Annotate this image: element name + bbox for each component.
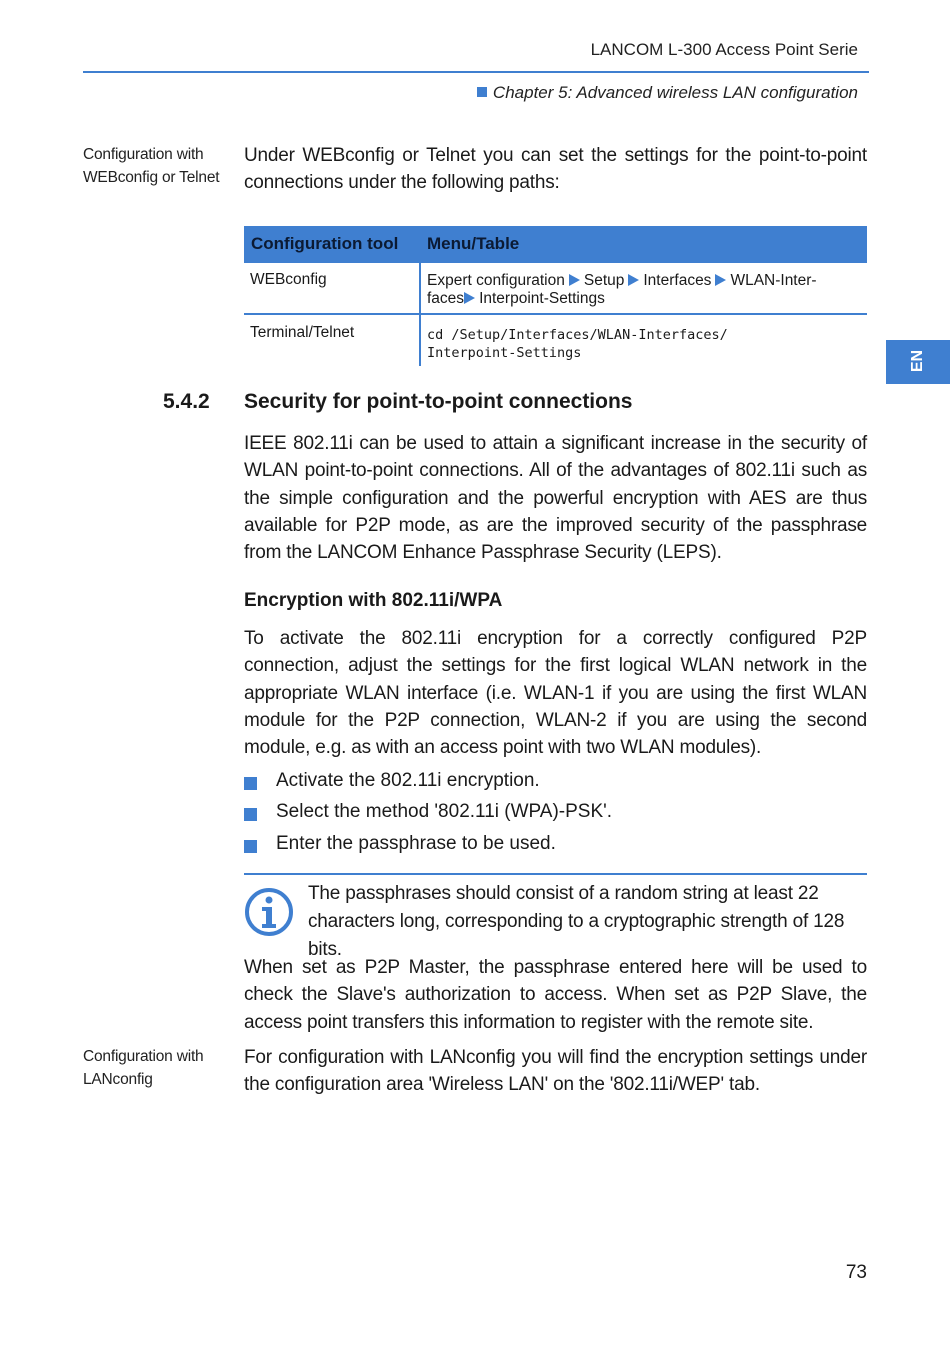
page-number: 73: [845, 1262, 867, 1283]
table-header-menu: Menu/Table: [427, 234, 520, 253]
language-tab: [886, 340, 950, 384]
note-text: The passphrases should consist of a random string at least 22 characters long, corresponding to a cryptographic strength of 128 bits.: [308, 883, 845, 960]
table-header-tool: Configuration tool: [251, 234, 399, 253]
margin-note-line: Configuration with: [83, 1048, 204, 1065]
table-cell-path-webconfig: [427, 272, 867, 308]
chapter-heading: [420, 83, 858, 103]
section-paragraph: IEEE 802.11i can be used to attain a significant increase in the security of WLAN point-to-point connections. All of the advantages of 802.11i such as the simple configuration and the powerful encryption with AES are thus available for P2P mode, as are the improved security of the passphrase from the LANCOM Enhance Passphrase Security (LEPS).: [244, 433, 867, 564]
list-item-text: Select the method '802.11i (WPA)-PSK'.: [276, 801, 613, 822]
header-rule: [83, 71, 869, 73]
language-tab-label: EN: [909, 349, 926, 373]
path-line: cd /Setup/Interfaces/WLAN-Interfaces/: [427, 327, 728, 343]
bullet-square-icon: [244, 808, 257, 821]
bullet-square-icon: [244, 840, 257, 853]
master-slave-paragraph: When set as P2P Master, the passphrase entered here will be used to check the Slave's authorization to access. When set as P2P Slave, the access point transfers this information to register with the remote site.: [244, 957, 867, 1033]
lanconfig-paragraph: For configuration with LANconfig you will find the encryption settings under the configuration area 'Wireless LAN' on the '802.11i/WEP' tab.: [244, 1047, 867, 1096]
table-column-divider: [419, 262, 421, 366]
list-item-text: Enter the passphrase to be used.: [276, 833, 556, 854]
chapter-marker-icon: [477, 87, 487, 97]
path-line: Interpoint-Settings: [427, 345, 582, 361]
table-cell-tool-telnet: Terminal/Telnet: [250, 324, 355, 341]
arrow-right-icon: [628, 274, 639, 286]
info-icon: [244, 886, 294, 938]
table-rule: [244, 262, 867, 263]
intro-paragraph: Under WEBconfig or Telnet you can set the settings for the point-to-point connections under the following paths:: [244, 145, 867, 194]
arrow-right-icon: [464, 292, 475, 304]
path-part: Interpoint-Settings: [479, 290, 605, 307]
note-rule: [244, 873, 867, 875]
list-item-text: Activate the 802.11i encryption.: [276, 770, 540, 791]
arrow-right-icon: [715, 274, 726, 286]
path-part: Setup: [583, 272, 625, 289]
margin-note-line: Configuration with: [83, 146, 204, 163]
path-part: WLAN-Inter-: [730, 272, 817, 289]
table-cell-path-telnet: [427, 326, 728, 362]
running-header-title: LANCOM L-300 Access Point Serie: [590, 40, 858, 59]
subsection-paragraph: To activate the 802.11i encryption for a correctly configured P2P connection, adjust the settings for the first logical WLAN network in the appropriate WLAN interface (i.e. WLAN-1 if you are using the first WLAN module for the P2P connection, WLAN-2 if you are using the second module, e.g. as with an access point with two WLAN modules).: [244, 628, 867, 759]
margin-note-line: LANconfig: [83, 1071, 153, 1088]
table-cell-tool-webconfig: WEBconfig: [250, 271, 327, 288]
path-part: Interfaces: [643, 272, 712, 289]
path-part: faces: [427, 290, 465, 307]
table-header: [244, 226, 867, 262]
bullet-square-icon: [244, 777, 257, 790]
chapter-title: Chapter 5: Advanced wireless LAN configuration: [492, 83, 858, 102]
subsection-title: Encryption with 802.11i/WPA: [244, 590, 503, 611]
section-title: Security for point-to-point connections: [244, 390, 633, 413]
arrow-right-icon: [569, 274, 580, 286]
margin-note-line: WEBconfig or Telnet: [83, 169, 220, 186]
path-part: Expert configuration: [427, 272, 565, 289]
margin-note-webconfig: [83, 143, 233, 189]
margin-note-lanconfig: [83, 1045, 233, 1091]
table-rule: [244, 313, 867, 315]
section-number: 5.4.2: [163, 390, 210, 413]
